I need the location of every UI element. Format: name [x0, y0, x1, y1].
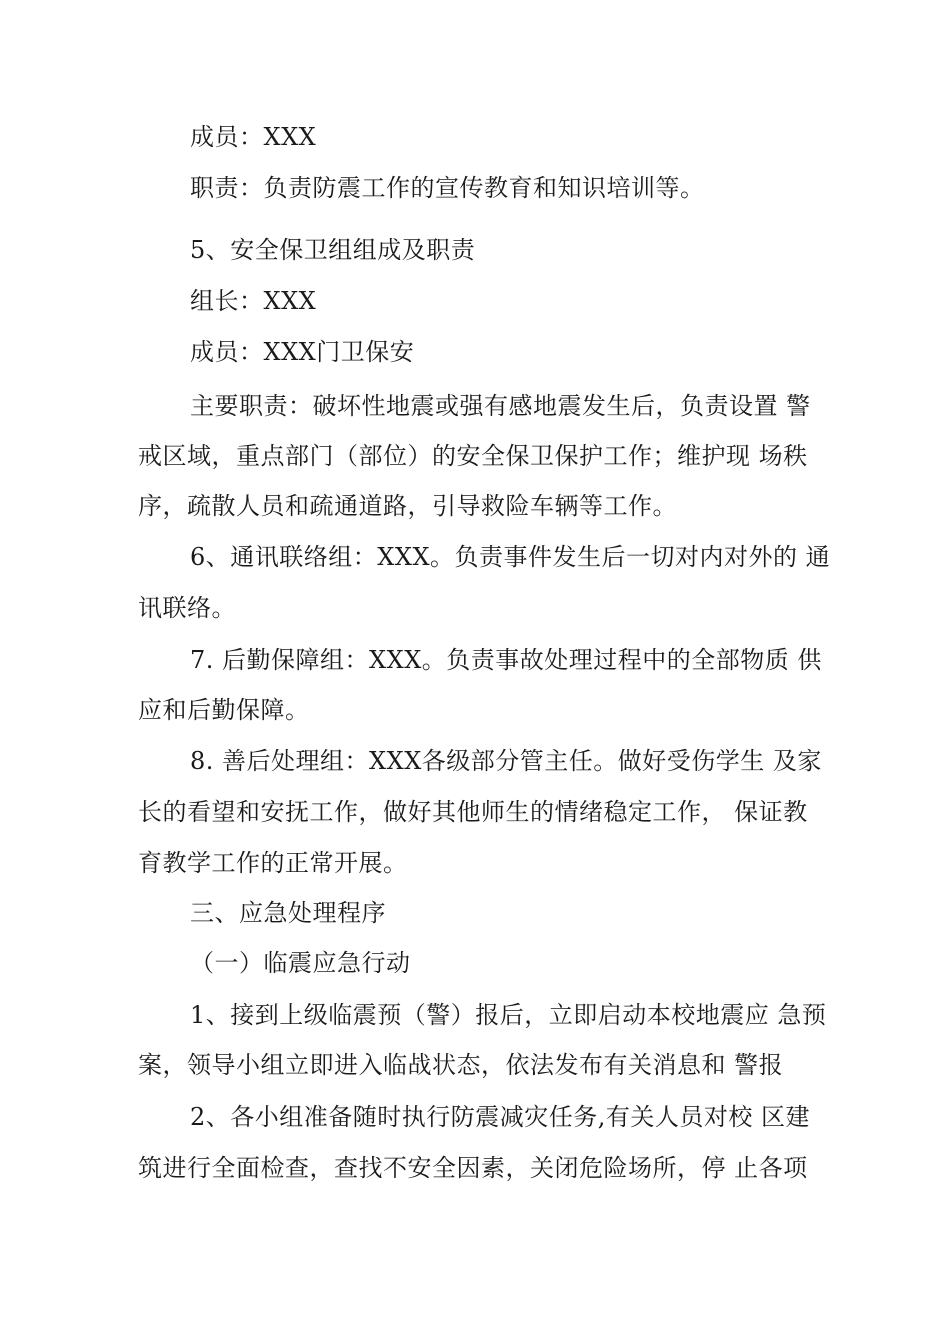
text-line: 2、各小组准备随时执行防震减灾任务,有关人员对校 区建 [190, 1103, 811, 1131]
text-line: 长的看望和安抚工作，做好其他师生的情绪稳定工作， 保证教 [138, 798, 808, 826]
text-line: 职责：负责防震工作的宣传教育和知识培训等。 [190, 174, 705, 202]
subsection-heading: （一）临震应急行动 [190, 949, 411, 977]
text-line: 6、通讯联络组：XXX。负责事件发生后一切对内对外的 通 [190, 543, 831, 571]
text-line: 1、接到上级临震预（警）报后，立即启动本校地震应 急预 [190, 1001, 827, 1029]
text-line: 筑进行全面检查，查找不安全因素，关闭危险场所，停 止各项 [138, 1154, 808, 1182]
text-line: 主要职责：破坏性地震或强有感地震发生后，负责设置 警 [190, 392, 811, 420]
text-line: 戒区域，重点部门（部位）的安全保卫保护工作；维护现 场秩 [138, 442, 808, 470]
text-line: 应和后勤保障。 [138, 696, 310, 724]
text-line: 讯联络。 [138, 594, 236, 622]
text-line: 7. 后勤保障组：XXX。负责事故处理过程中的全部物质 供 [190, 646, 822, 674]
text-line: 成员：XXX门卫保安 [190, 338, 415, 366]
text-line: 序，疏散人员和疏通道路，引导救险车辆等工作。 [138, 492, 677, 520]
section-heading: 5、安全保卫组组成及职责 [190, 236, 476, 264]
section-heading: 三、应急处理程序 [190, 899, 386, 927]
text-line: 育教学工作的正常开展。 [138, 849, 408, 877]
text-line: 成员：XXX [190, 123, 317, 151]
text-line: 组长：XXX [190, 287, 317, 315]
text-line: 8. 善后处理组：XXX各级部分管主任。做好受伤学生 及家 [190, 747, 822, 775]
text-line: 案，领导小组立即进入临战状态，依法发布有关消息和 警报 [138, 1051, 784, 1079]
